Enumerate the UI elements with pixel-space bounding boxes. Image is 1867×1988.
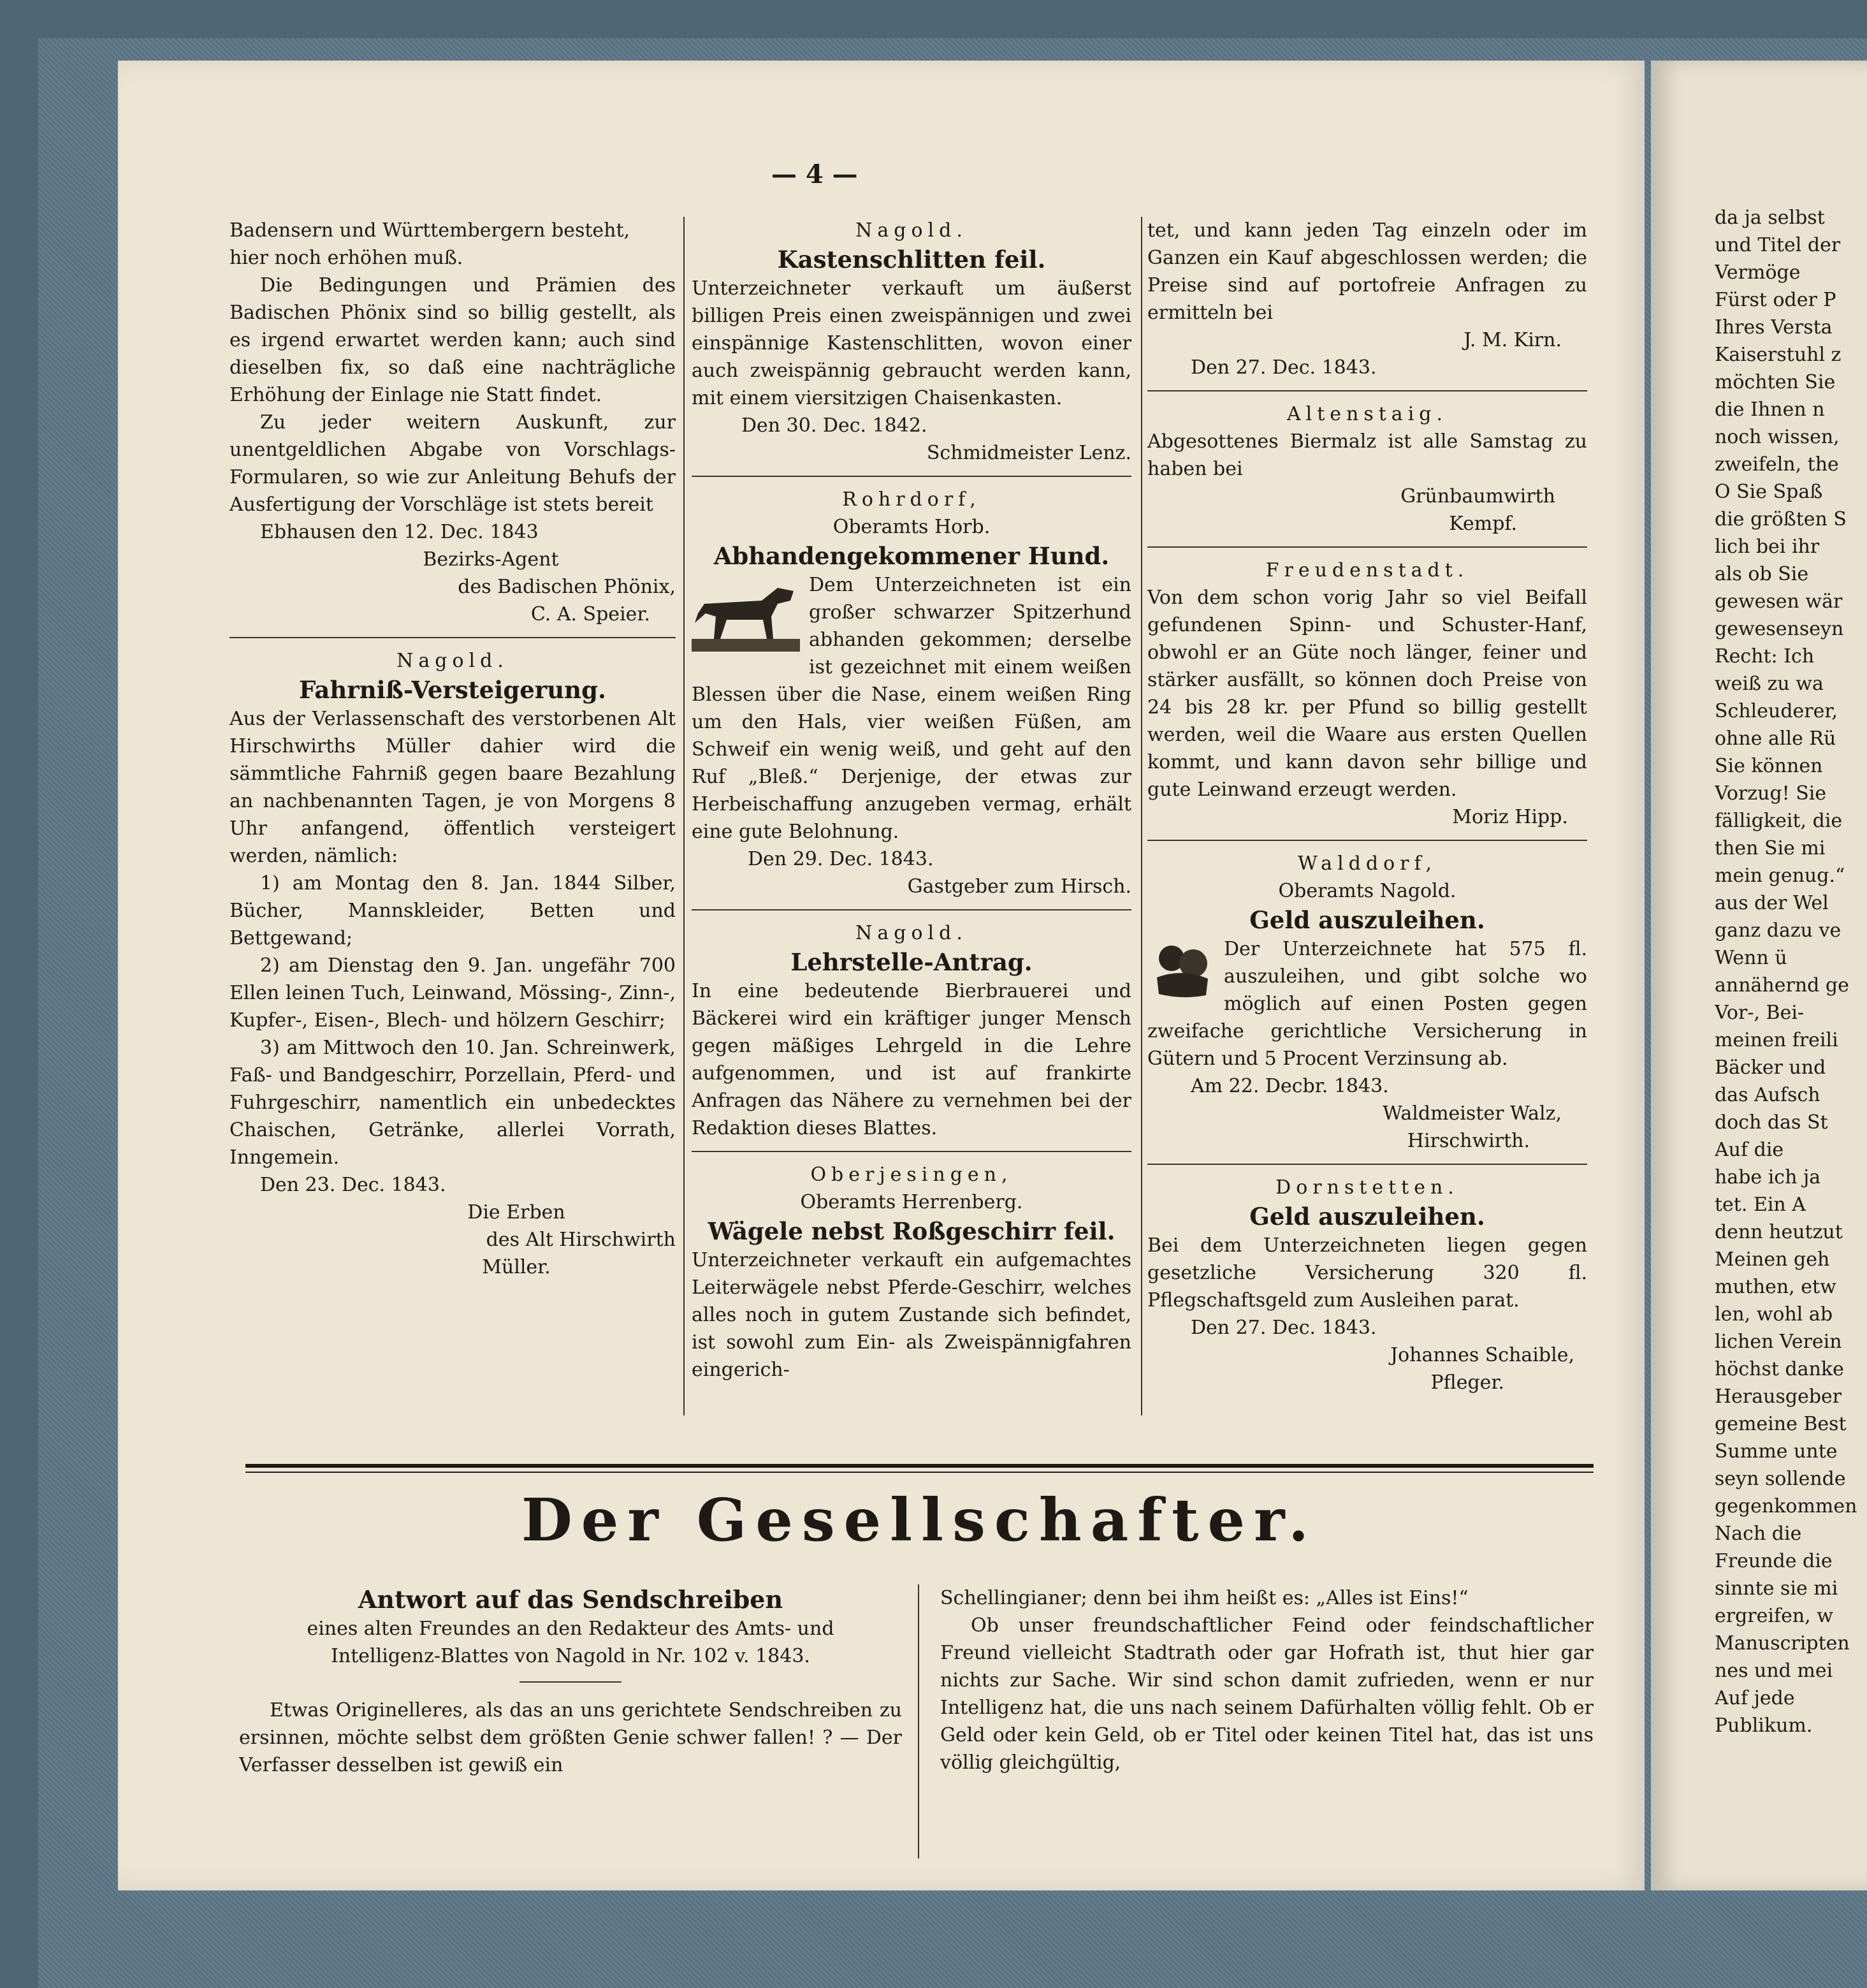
- c2-ad2-date: Den 29. Dec. 1843.: [748, 848, 934, 870]
- next-page-line: muthen, etw: [1715, 1276, 1836, 1298]
- column-divider: [1141, 217, 1142, 1415]
- c1-ad2-date: Den 23. Dec. 1843.: [260, 1174, 446, 1196]
- c1-date: Ebhausen den 12. Dec. 1843: [260, 521, 539, 543]
- c2-ad3-text: In eine bedeutende Bierbrauerei und Bäckerei wird ein kräftiger junger Mensch gegen mäßiges Lehrgeld in die Lehre aufgenommen, und ist auf frankirte Anfragen das Nähere zu vernehmen bei der Redaktion dieses Blattes.: [692, 980, 1131, 1139]
- c2-ad2-sign: Gastgeber zum Hirsch.: [907, 875, 1131, 898]
- c3-ad5-title: Geld auszuleihen.: [1249, 1202, 1485, 1231]
- c2-ad1-title: Kastenschlitten feil.: [777, 245, 1046, 274]
- c1-ad2-text: Aus der Verlassenschaft des verstorbenen Alt Hirschwirths Müller dahier wird die sämmtliche Fahrniß gegen baare Bezahlung an nachbenannten Tagen, je von Morgens 8 Uhr anfangend, öffentlich versteigert werden, nämlich:: [229, 708, 676, 867]
- next-page-line: annähernd ge: [1715, 974, 1849, 997]
- c1-sign1: Bezirks-Agent: [423, 548, 559, 571]
- c2-ad4-title: Wägele nebst Roßgeschirr feil.: [708, 1217, 1115, 1245]
- next-page-line: O Sie Spaß: [1715, 481, 1823, 503]
- next-page-line: meinen freili: [1715, 1029, 1838, 1051]
- next-page-line: Auf die: [1715, 1139, 1784, 1161]
- article-left: [239, 1584, 902, 1779]
- c3-ad3-place: Freudenstadt.: [1265, 559, 1469, 581]
- next-page-line: gewesenseyn: [1715, 618, 1844, 640]
- next-page-line: denn heutzut: [1715, 1221, 1843, 1243]
- c1-ad2-place: Nagold.: [396, 650, 509, 672]
- c2-ad2-place: Rohrdorf,: [842, 488, 981, 511]
- next-page-line: Recht: Ich: [1715, 645, 1815, 668]
- column-3: [1147, 217, 1587, 1396]
- article-divider: [918, 1584, 919, 1859]
- next-page-line: Vor-, Bei-: [1715, 1002, 1805, 1024]
- c1-para2: Zu jeder weitern Auskunft, zur unentgeldlichen Abgabe von Vorschlags-Formularen, so wie zur Anleitung Behufs der Ausfertigung der Vorschläge ist stets bereit: [229, 411, 676, 516]
- next-page-line: fälligkeit, die: [1715, 810, 1843, 832]
- c2-ad4-place: Oberjesingen,: [810, 1164, 1013, 1186]
- next-page-line: tet. Ein A: [1715, 1194, 1806, 1216]
- c3-ad1-text: tet, und kann jeden Tag einzeln oder im Ganzen ein Kauf abgeschlossen werden; die Preise sind auf portofreie Anfragen zu ermitteln bei: [1147, 219, 1587, 324]
- next-page-line: ganz dazu ve: [1715, 919, 1842, 942]
- masthead-rule-thin: [245, 1472, 1594, 1473]
- c3-ad2-text: Abgesottenes Biermalz ist alle Samstag zu haben bei: [1147, 430, 1587, 480]
- article-short-rule: [519, 1681, 621, 1683]
- c1-sign3: C. A. Speier.: [530, 603, 650, 625]
- c1-line1: Badensern und Württembergern besteht,: [229, 219, 630, 242]
- column-divider: [683, 217, 685, 1415]
- rule: [1147, 390, 1587, 391]
- c3-ad5-date: Den 27. Dec. 1843.: [1191, 1317, 1377, 1339]
- rule: [692, 1151, 1131, 1152]
- rule: [1147, 840, 1587, 841]
- c3-ad5-sign2: Pfleger.: [1430, 1371, 1504, 1394]
- c3-ad2-sign1: Grünbaumwirth: [1400, 485, 1555, 508]
- next-page-line: die größten S: [1715, 508, 1847, 530]
- next-page-line: mein genug.“: [1715, 865, 1845, 887]
- c3-ad5-text: Bei dem Unterzeichneten liegen gegen gesetzliche Versicherung 320 fl. Pflegschaftsgeld zum Ausleihen parat.: [1147, 1234, 1587, 1312]
- c1-line2: hier noch erhöhen muß.: [229, 247, 463, 269]
- next-page-line: noch wissen,: [1715, 426, 1840, 448]
- next-page-line: da ja selbst: [1715, 207, 1825, 229]
- c1-item2: 2) am Dienstag den 9. Jan. ungefähr 700 Ellen leinen Tuch, Leinwand, Mössing-, Zinn-, Kupfer-, Eisen-, Blech- und hölzern Geschirr;: [229, 954, 676, 1032]
- c2-ad3-title: Lehrstelle-Antrag.: [790, 948, 1033, 976]
- c3-ad3-sign: Moriz Hipp.: [1452, 806, 1568, 828]
- c1-ad2-sign2: des Alt Hirschwirth: [486, 1229, 676, 1251]
- c3-ad4-text: Der Unterzeichnete hat 575 fl. auszuleihen, und gibt solche wo möglich auf einen Posten gegen zweifache gerichtliche Versicherung in Gütern und 5 Procent Verzinsung ab.: [1147, 938, 1587, 1070]
- c2-ad4-sub: Oberamts Herrenberg.: [800, 1191, 1023, 1213]
- next-page-line: aus der Wel: [1715, 892, 1829, 914]
- next-page-line: als ob Sie: [1715, 563, 1809, 585]
- article-right: [940, 1584, 1594, 1776]
- c3-ad4-date: Am 22. Decbr. 1843.: [1191, 1075, 1389, 1097]
- next-page-line: habe ich ja: [1715, 1166, 1821, 1188]
- next-page-line: höchst danke: [1715, 1358, 1844, 1380]
- next-page-line: Sie können: [1715, 755, 1823, 777]
- next-page-line: das Aufsch: [1715, 1084, 1820, 1106]
- next-page-text: [1715, 204, 1867, 1739]
- next-page-line: Vermöge: [1715, 261, 1801, 284]
- c2-ad2-text: Dem Unterzeichneten ist ein großer schwarzer Spitzerhund abhanden gekommen; derselbe ist gezeichnet mit einem weißen Blessen über die Nase, einem weißen Ring um den Hals, vier weißen Füßen, am Schweif ein wenig weiß, und geht auf den Ruf „Bleß.“ Derjenige, der etwas zur Herbeischaffung anzugeben vermag, erhält eine gute Belohnung.: [692, 574, 1131, 843]
- next-page-line: ergreifen, w: [1715, 1605, 1833, 1627]
- next-page-line: doch das St: [1715, 1111, 1828, 1134]
- c2-ad2-sub: Oberamts Horb.: [832, 516, 991, 538]
- c1-sign2: des Badischen Phönix,: [458, 576, 676, 598]
- c1-para1: Die Bedingungen und Prämien des Badischen Phönix sind so billig gestellt, als es irgend erwartet werden kann; auch sind dieselben fix, so daß eine nachträgliche Erhöhung der Einlage nie Statt findet.: [229, 274, 676, 406]
- rule: [692, 909, 1131, 910]
- c2-ad1-sign: Schmidmeister Lenz.: [926, 442, 1131, 464]
- c3-ad4-sign1: Waldmeister Walz,: [1383, 1102, 1562, 1125]
- next-page-line: Manuscripten: [1715, 1632, 1850, 1655]
- c3-ad5-place: Dornstetten.: [1275, 1176, 1459, 1199]
- masthead-title: Der Gesellschafter.: [521, 1486, 1318, 1554]
- next-page-line: Wenn ü: [1715, 947, 1787, 969]
- next-page-line: die Ihnen n: [1715, 398, 1825, 421]
- dog-illustration: [692, 575, 800, 652]
- c3-ad4-sign2: Hirschwirth.: [1407, 1130, 1530, 1152]
- next-page-line: nes und mei: [1715, 1660, 1833, 1682]
- next-page-line: Vorzug! Sie: [1715, 782, 1827, 805]
- c2-ad1-place: Nagold.: [855, 219, 968, 242]
- coin-bag-illustration: [1147, 939, 1217, 1000]
- rule: [229, 637, 676, 638]
- article-subtitle-2: Intelligenz-Blattes von Nagold in Nr. 102 v. 1843.: [331, 1645, 810, 1667]
- c1-ad2-sign1: Die Erben: [467, 1201, 565, 1224]
- next-page-line: zweifeln, the: [1715, 453, 1839, 476]
- page-number: — 4 —: [771, 159, 858, 189]
- c1-ad2-sign3: Müller.: [482, 1256, 551, 1278]
- next-page-line: Summe unte: [1715, 1440, 1838, 1463]
- next-page-line: Publikum.: [1715, 1714, 1813, 1737]
- c3-ad1-sign: J. M. Kirn.: [1464, 329, 1562, 351]
- next-page-line: möchten Sie: [1715, 371, 1836, 393]
- c1-item3: 3) am Mittwoch den 10. Jan. Schreinwerk, Faß- und Bandgeschirr, Porzellain, Pferd- und Fuhrgeschirr, namentlich ein unbedecktes Chaischen, Getränke, allerlei Vorrath, Inngemein.: [229, 1037, 676, 1169]
- next-page-line: Nach die: [1715, 1523, 1802, 1545]
- rule: [1147, 1164, 1587, 1165]
- next-page-line: ohne alle Rü: [1715, 727, 1836, 750]
- c3-ad2-place: Altenstaig.: [1286, 403, 1448, 425]
- c2-ad2-title: Abhandengekommener Hund.: [713, 542, 1110, 570]
- article-title: Antwort auf das Sendschreiben: [358, 1585, 783, 1614]
- next-page-line: Auf jede: [1715, 1687, 1795, 1709]
- next-page-line: seyn sollende: [1715, 1468, 1846, 1490]
- next-page-line: Bäcker und: [1715, 1056, 1826, 1079]
- next-page-line: Freunde die: [1715, 1550, 1833, 1572]
- masthead-rule-thick: [245, 1464, 1594, 1468]
- c2-ad1-text: Unterzeichneter verkauft um äußerst billigen Preis einen zweispännigen und zwei einspännige Kastenschlitten, wovon einer auch zweispännig gebraucht werden kann, mit einem viersitzigen Chaisenkasten.: [692, 277, 1131, 409]
- c3-ad4-place: Walddorf,: [1297, 852, 1437, 875]
- next-page-line: gegenkommen: [1715, 1495, 1857, 1517]
- next-page-line: Meinen geh: [1715, 1248, 1830, 1271]
- c2-ad3-place: Nagold.: [855, 922, 968, 944]
- next-page-line: gewesen wär: [1715, 590, 1843, 613]
- next-page-line: gemeine Best: [1715, 1413, 1847, 1435]
- next-page-line: sinnte sie mi: [1715, 1577, 1838, 1600]
- c3-ad3-text: Von dem schon vorig Jahr so viel Beifall gefundenen Spinn- und Schuster-Hanf, obwohl er an Güte noch länger, feiner und stärker ausfällt, so können doch Preise von 24 bis 28 kr. per Pfund so billig gestellt werden, weil die Waare aus ersten Quellen kommt, und kann davon sehr billige und gute Leinwand erzeugt werden.: [1147, 587, 1587, 801]
- next-page-line: Ihres Versta: [1715, 316, 1833, 339]
- c3-ad2-sign2: Kempf.: [1449, 513, 1517, 535]
- article-subtitle-1: eines alten Freundes an den Redakteur des Amts- und: [307, 1618, 834, 1640]
- next-page-line: lich bei ihr: [1715, 536, 1820, 558]
- c2-ad4-text: Unterzeichneter verkauft ein aufgemachtes Leiterwägele nebst Pferde-Geschirr, welches alles noch in gutem Zustande sich befindet, ist sowohl zum Ein- als Zweispännigfahren eingerich-: [692, 1249, 1131, 1381]
- article-left-text: Etwas Originelleres, als das an uns gerichtete Sendschreiben zu ersinnen, möchte selbst dem größten Genie schwer fallen! ? — Der Verfasser desselben ist gewiß ein: [239, 1699, 902, 1776]
- column-1: [229, 217, 676, 1281]
- next-page-line: lichen Verein: [1715, 1331, 1842, 1353]
- next-page-line: len, wohl ab: [1715, 1303, 1833, 1326]
- next-page-line: Schleuderer,: [1715, 700, 1838, 722]
- next-page-line: then Sie mi: [1715, 837, 1826, 859]
- c1-ad2-title: Fahrniß-Versteigerung.: [299, 676, 606, 704]
- c3-ad1-date: Den 27. Dec. 1843.: [1191, 356, 1377, 379]
- c2-ad1-date: Den 30. Dec. 1842.: [741, 414, 927, 437]
- article-right-text-1: Schellingianer; denn bei ihm heißt es: „Alles ist Eins!“: [940, 1587, 1469, 1609]
- c3-ad4-title: Geld auszuleihen.: [1249, 906, 1485, 934]
- next-page-line: Kaiserstuhl z: [1715, 344, 1842, 366]
- c3-ad5-sign1: Johannes Schaible,: [1390, 1344, 1574, 1366]
- rule: [1147, 546, 1587, 548]
- next-page-line: Herausgeber: [1715, 1385, 1842, 1408]
- column-2: [692, 217, 1131, 1384]
- c3-ad4-sub: Oberamts Nagold.: [1278, 880, 1457, 902]
- article-right-text-2: Ob unser freundschaftlicher Feind oder feindschaftlicher Freund vielleicht Stadtrath oder gar Hofrath ist, thut hier gar nichts zur Sache. Wir sind schon damit zufrieden, wenn er nur Intelligenz hat, die uns nach seinem Dafürhalten völlig fehlt. Ob er Geld oder kein Geld, ob er Titel oder keinen Titel hat, das ist uns völlig gleichgültig,: [940, 1614, 1594, 1774]
- next-page-line: Fürst oder P: [1715, 289, 1836, 311]
- next-page-line: und Titel der: [1715, 234, 1841, 256]
- rule: [692, 476, 1131, 477]
- c1-item1: 1) am Montag den 8. Jan. 1844 Silber, Bücher, Mannskleider, Betten und Bettgewand;: [229, 872, 676, 949]
- next-page-line: weiß zu wa: [1715, 673, 1824, 695]
